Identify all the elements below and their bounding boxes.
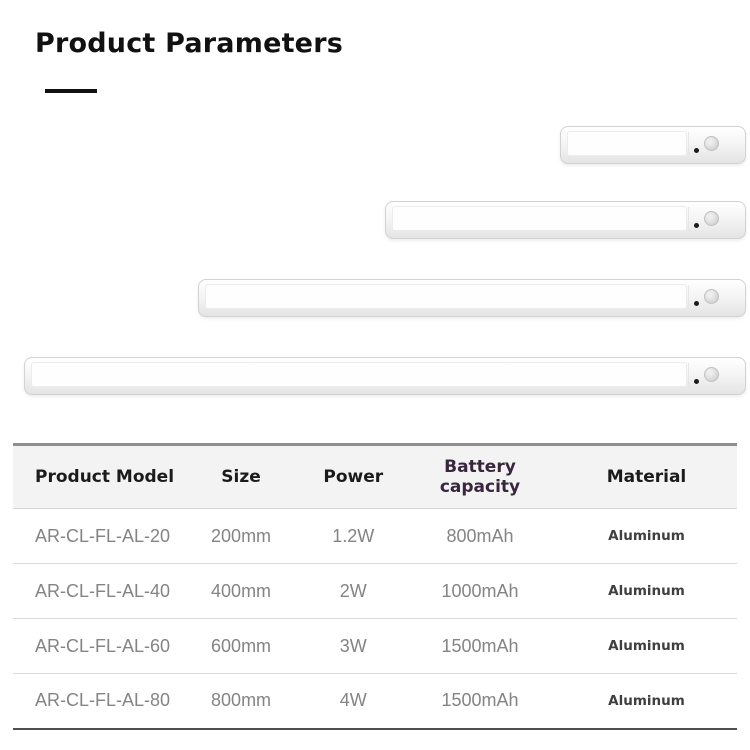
page-title: Product Parameters [35, 28, 343, 59]
light-bar-cap-divider [688, 285, 689, 309]
cell-model: AR-CL-FL-AL-20 [13, 509, 180, 564]
cell-battery: 800mAh [404, 509, 556, 564]
indicator-dot-icon [694, 223, 699, 228]
column-header-material: Material [556, 445, 737, 509]
cell-power: 1.2W [303, 509, 404, 564]
light-bar-600mm [198, 279, 746, 317]
motion-sensor-icon [704, 136, 719, 151]
indicator-dot-icon [694, 379, 699, 384]
table-row [13, 674, 737, 729]
indicator-dot-icon [694, 148, 699, 153]
column-header-size: Size [180, 445, 303, 509]
cell-size: 200mm [180, 509, 303, 564]
cell-material: Aluminum [556, 619, 737, 674]
cell-material: Aluminum [556, 674, 737, 729]
light-bar-cap-divider [688, 132, 689, 156]
cell-material: Aluminum [556, 509, 737, 564]
cell-model: AR-CL-FL-AL-60 [13, 619, 180, 674]
light-bar-200mm [560, 126, 746, 164]
light-bar-400mm [385, 201, 746, 239]
light-bar-lens [205, 284, 687, 309]
light-bar-lens [31, 362, 687, 387]
motion-sensor-icon [704, 367, 719, 382]
table-header-row [13, 445, 737, 509]
cell-material: Aluminum [556, 564, 737, 619]
cell-power: 4W [303, 674, 404, 729]
cell-size: 800mm [180, 674, 303, 729]
column-header-battery-capacity: Battery capacity [404, 445, 556, 509]
cell-model: AR-CL-FL-AL-80 [13, 674, 180, 729]
cell-size: 600mm [180, 619, 303, 674]
cell-power: 3W [303, 619, 404, 674]
cell-model: AR-CL-FL-AL-40 [13, 564, 180, 619]
table-row [13, 509, 737, 564]
motion-sensor-icon [704, 289, 719, 304]
light-bar-cap-divider [688, 207, 689, 231]
cell-size: 400mm [180, 564, 303, 619]
light-bar-lens [567, 131, 687, 156]
motion-sensor-icon [704, 211, 719, 226]
indicator-dot-icon [694, 301, 699, 306]
table-row [13, 564, 737, 619]
light-bar-lens [392, 206, 687, 231]
light-bar-cap-divider [688, 363, 689, 387]
column-header-power: Power [303, 445, 404, 509]
spec-table [13, 443, 737, 730]
light-bar-800mm [24, 357, 746, 395]
column-header-product-model: Product Model [13, 445, 180, 509]
cell-battery: 1000mAh [404, 564, 556, 619]
cell-battery: 1500mAh [404, 674, 556, 729]
cell-battery: 1500mAh [404, 619, 556, 674]
cell-power: 2W [303, 564, 404, 619]
table-row [13, 619, 737, 674]
